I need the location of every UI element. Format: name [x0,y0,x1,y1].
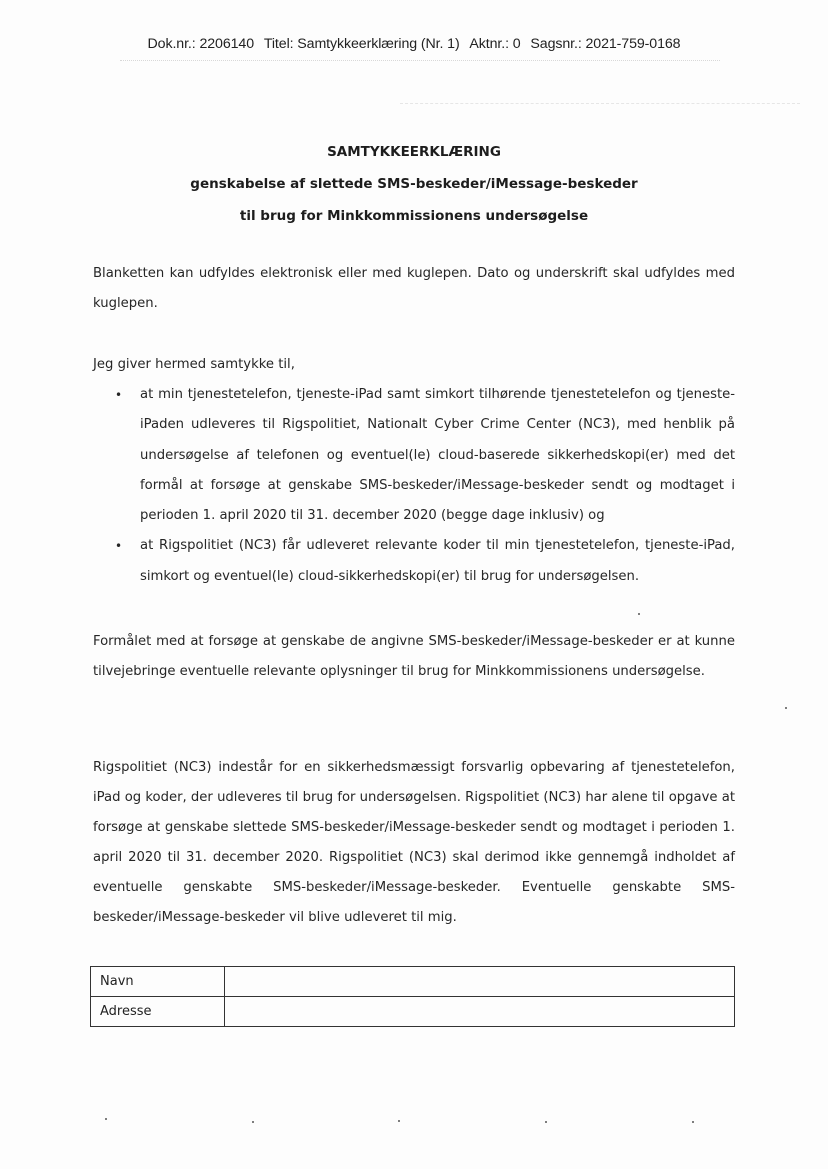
title-line-1: SAMTYKKEERKLÆRING [327,144,501,160]
name-label: Navn [91,967,225,997]
responsibility-paragraph: Rigspolitiet (NC3) indestår for en sikkerhedsmæssigt forsvarlig opbevaring af tjenestetelefon, iPad og koder, der udleveres til brug for undersøgelsen. Rigspolitiet (NC3) har alene til opgave at forsøge at genskabe slettede SMS-beskeder/iMessage-beskeder sendt og modtaget i perioden 1. april 2020 til 31. december 2020. Rigspolitiet (NC3) skal derimod ikke gennemgå indholdet af eventuelle genskabte SMS-beskeder/iMessage-beskeder. Eventuelle genskabte SMS-beskeder/iMessage-beskeder vil blive udleveret til mig. [93,760,735,925]
scan-speck [398,1120,400,1122]
scan-artifact [120,60,720,65]
act-number: Aktnr.: 0 [469,36,521,52]
purpose-paragraph: Formålet med at forsøge at genskabe de angivne SMS-beskeder/iMessage-beskeder er at kunne tilvejebringe eventuelle relevante oplysninger til brug for Minkkommissionens undersøgelse. [93,634,735,679]
list-item-text: at min tjenestetelefon, tjeneste-iPad samt simkort tilhørende tjenestetelefon og tjeneste-iPaden udleveres til Rigspolitiet, Nationalt Cyber Crime Center (NC3), med henblik på undersøgelse af telefonen og eventuel(le) cloud-baserede sikkerhedskopi(er) med det formål at forsøge at genskabe SMS-beskeder/iMessage-beskeder sendt og modtaget i perioden 1. april 2020 til 31. december 2020 (begge dage inklusiv) og [140,387,735,524]
personal-info-table [90,966,735,1027]
table-row [91,967,735,997]
consent-list [93,380,735,592]
title-line-2: genskabelse af slettede SMS-beskeder/iMessage-beskeder [190,176,638,192]
list-item-text: at Rigspolitiet (NC3) får udleveret relevante koder til min tjenestetelefon, tjeneste-iPad, simkort og eventuel(le) cloud-sikkerhedskopi(er) til brug for undersøgelsen. [140,538,735,584]
bullet-icon: • [115,388,123,402]
doc-number: Dok.nr.: 2206140 [147,36,254,52]
document-header [0,36,828,52]
scan-artifact [400,103,800,108]
list-item [93,380,735,531]
title-line-3: til brug for Minkkommissionens undersøgelse [239,208,589,224]
case-number: Sagsnr.: 2021-759-0168 [530,36,681,52]
scan-speck [785,707,787,709]
consent-lead: Jeg giver hermed samtykke til, [93,357,295,372]
scan-speck [545,1121,547,1123]
intro-paragraph: Blanketten kan udfyldes elektronisk eller med kuglepen. Dato og underskrift skal udfyldes med kuglepen. [93,266,735,311]
scan-speck [692,1121,694,1123]
scan-speck [252,1121,254,1123]
scan-speck [638,613,640,615]
document-title [0,140,828,236]
scan-speck [105,1118,107,1120]
name-field[interactable] [225,967,735,997]
table-row [91,997,735,1027]
address-field[interactable] [225,997,735,1027]
address-label: Adresse [91,997,225,1027]
bullet-icon: • [115,539,123,554]
doc-title: Titel: Samtykkeerklæring (Nr. 1) [263,36,460,52]
list-item [93,531,735,592]
